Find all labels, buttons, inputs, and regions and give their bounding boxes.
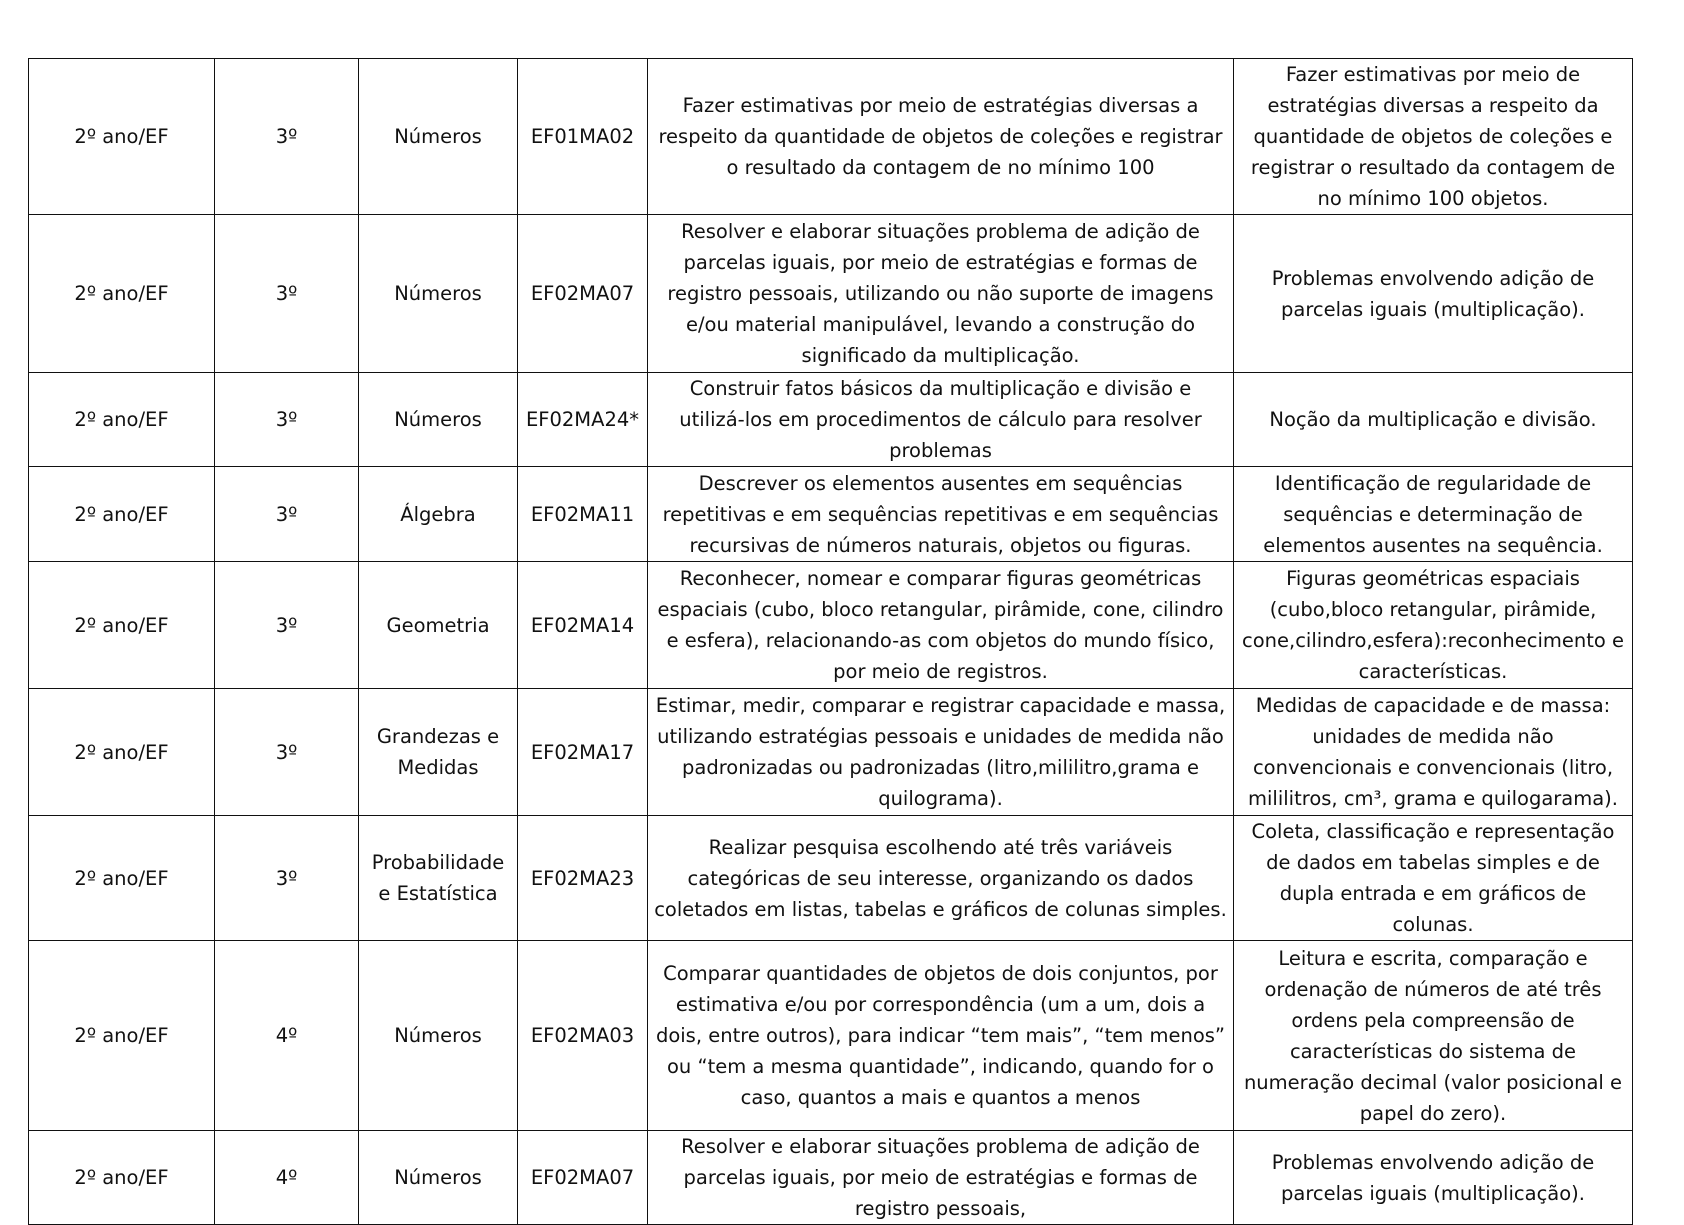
thematic-unit-cell: Probabilidade e Estatística (359, 816, 518, 941)
year-cell: 2º ano/EF (29, 215, 215, 373)
skill-description-cell: Comparar quantidades de objetos de dois conjuntos, por estimativa e/ou por correspondência (um a um, dois a dois, entre outros), para indicar “tem mais”, “tem menos” ou “tem a mesma quantidade”, indicando, quando for o caso, quantos a mais e quantos a menos (648, 941, 1234, 1131)
skill-code-cell: EF02MA24* (518, 373, 648, 467)
knowledge-object-cell: Leitura e escrita, comparação e ordenação de números de até três ordens pela compreensão de características do sistema de numeração decimal (valor posicional e papel do zero). (1234, 941, 1633, 1131)
table-row (29, 562, 1633, 689)
skill-description-cell: Descrever os elementos ausentes em sequências repetitivas e em sequências repetitivas e em sequências recursivas de números naturais, objetos ou figuras. (648, 467, 1234, 562)
knowledge-object-cell: Fazer estimativas por meio de estratégias diversas a respeito da quantidade de objetos de coleções e registrar o resultado da contagem de no mínimo 100 objetos. (1234, 59, 1633, 215)
year-cell: 2º ano/EF (29, 816, 215, 941)
thematic-unit-cell: Álgebra (359, 467, 518, 562)
bimester-cell: 3º (215, 373, 359, 467)
skill-code-cell: EF02MA03 (518, 941, 648, 1131)
knowledge-object-cell: Figuras geométricas espaciais (cubo,bloco retangular, pirâmide, cone,cilindro,esfera):reconhecimento e características. (1234, 562, 1633, 689)
skill-code-cell: EF01MA02 (518, 59, 648, 215)
knowledge-object-cell: Identificação de regularidade de sequências e determinação de elementos ausentes na sequência. (1234, 467, 1633, 562)
year-cell: 2º ano/EF (29, 1131, 215, 1225)
curriculum-table (28, 58, 1633, 1225)
skill-description-cell: Fazer estimativas por meio de estratégias diversas a respeito da quantidade de objetos de coleções e registrar o resultado da contagem de no mínimo 100 (648, 59, 1234, 215)
knowledge-object-cell: Coleta, classificação e representação de dados em tabelas simples e de dupla entrada e em gráficos de colunas. (1234, 816, 1633, 941)
year-cell: 2º ano/EF (29, 941, 215, 1131)
thematic-unit-cell: Números (359, 941, 518, 1131)
skill-description-cell: Resolver e elaborar situações problema de adição de parcelas iguais, por meio de estratégias e formas de registro pessoais, (648, 1131, 1234, 1225)
bimester-cell: 3º (215, 816, 359, 941)
bimester-cell: 3º (215, 215, 359, 373)
year-cell: 2º ano/EF (29, 689, 215, 816)
skill-code-cell: EF02MA23 (518, 816, 648, 941)
bimester-cell: 3º (215, 59, 359, 215)
bimester-cell: 4º (215, 1131, 359, 1225)
bimester-cell: 3º (215, 689, 359, 816)
table-row (29, 373, 1633, 467)
year-cell: 2º ano/EF (29, 562, 215, 689)
bimester-cell: 3º (215, 562, 359, 689)
thematic-unit-cell: Grandezas e Medidas (359, 689, 518, 816)
table-row (29, 215, 1633, 373)
table-row (29, 689, 1633, 816)
thematic-unit-cell: Geometria (359, 562, 518, 689)
table-row (29, 941, 1633, 1131)
thematic-unit-cell: Números (359, 59, 518, 215)
table-row (29, 1131, 1633, 1225)
knowledge-object-cell: Problemas envolvendo adição de parcelas iguais (multiplicação). (1234, 1131, 1633, 1225)
skill-code-cell: EF02MA17 (518, 689, 648, 816)
thematic-unit-cell: Números (359, 215, 518, 373)
knowledge-object-cell: Medidas de capacidade e de massa: unidades de medida não convencionais e convencionais (litro, mililitros, cm³, grama e quilogarama). (1234, 689, 1633, 816)
knowledge-object-cell: Noção da multiplicação e divisão. (1234, 373, 1633, 467)
thematic-unit-cell: Números (359, 1131, 518, 1225)
bimester-cell: 4º (215, 941, 359, 1131)
skill-description-cell: Estimar, medir, comparar e registrar capacidade e massa, utilizando estratégias pessoais e unidades de medida não padronizadas ou padronizadas (litro,mililitro,grama e quilograma). (648, 689, 1234, 816)
bimester-cell: 3º (215, 467, 359, 562)
skill-code-cell: EF02MA07 (518, 215, 648, 373)
table-row (29, 467, 1633, 562)
skill-description-cell: Reconhecer, nomear e comparar figuras geométricas espaciais (cubo, bloco retangular, pirâmide, cone, cilindro e esfera), relacionando-as com objetos do mundo físico, por meio de registros. (648, 562, 1234, 689)
skill-code-cell: EF02MA07 (518, 1131, 648, 1225)
skill-description-cell: Construir fatos básicos da multiplicação e divisão e utilizá-los em procedimentos de cálculo para resolver problemas (648, 373, 1234, 467)
skill-code-cell: EF02MA11 (518, 467, 648, 562)
skill-description-cell: Realizar pesquisa escolhendo até três variáveis categóricas de seu interesse, organizando os dados coletados em listas, tabelas e gráficos de colunas simples. (648, 816, 1234, 941)
thematic-unit-cell: Números (359, 373, 518, 467)
year-cell: 2º ano/EF (29, 59, 215, 215)
year-cell: 2º ano/EF (29, 373, 215, 467)
skill-code-cell: EF02MA14 (518, 562, 648, 689)
year-cell: 2º ano/EF (29, 467, 215, 562)
skill-description-cell: Resolver e elaborar situações problema de adição de parcelas iguais, por meio de estratégias e formas de registro pessoais, utilizando ou não suporte de imagens e/ou material manipulável, levando a construção do significado da multiplicação. (648, 215, 1234, 373)
knowledge-object-cell: Problemas envolvendo adição de parcelas iguais (multiplicação). (1234, 215, 1633, 373)
table-row (29, 59, 1633, 215)
table-row (29, 816, 1633, 941)
